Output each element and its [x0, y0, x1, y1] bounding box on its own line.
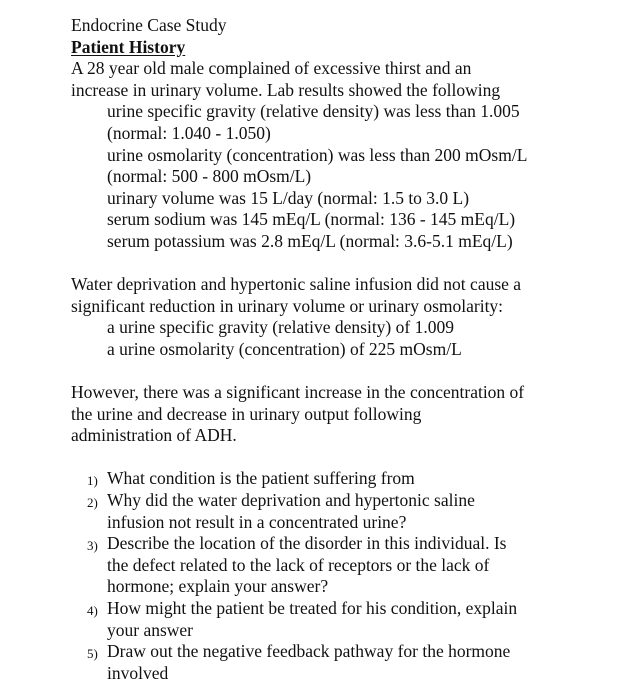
question-text: Why did the water deprivation and hypertonic saline: [107, 490, 475, 511]
question-list: [87, 468, 611, 684]
paragraph-line: administration of ADH.: [71, 425, 237, 446]
section-heading: Patient History: [71, 36, 186, 57]
paragraph-line: increase in urinary volume. Lab results showed the following: [71, 79, 501, 100]
question-number: 5): [87, 646, 98, 662]
question-text: Describe the location of the disorder in this individual. Is: [107, 533, 507, 554]
question-text: the defect related to the lack of receptors or the lack of: [107, 554, 490, 575]
adh-paragraph: [71, 382, 611, 447]
question-text: hormone; explain your answer?: [107, 576, 329, 597]
question-item: [87, 490, 611, 533]
document-title: Endocrine Case Study: [71, 15, 227, 35]
question-item: [87, 468, 611, 490]
paragraph-line: Water deprivation and hypertonic saline infusion did not cause a: [71, 274, 522, 295]
lab-result-line: urine specific gravity (relative density) was less than 1.005: [107, 101, 520, 122]
deprivation-result-line: a urine specific gravity (relative density) of 1.009: [107, 317, 454, 338]
paragraph-line: significant reduction in urinary volume or urinary osmolarity:: [71, 295, 504, 316]
lab-result-line: (normal: 1.040 - 1.050): [107, 122, 271, 143]
spacer: [71, 447, 611, 469]
paragraph-line: A 28 year old male complained of excessive thirst and an: [71, 58, 472, 79]
question-item: [87, 598, 611, 641]
question-text: Draw out the negative feedback pathway for the hormone: [107, 641, 511, 662]
lab-result-line: serum sodium was 145 mEq/L (normal: 136 - 145 mEq/L): [107, 209, 516, 230]
spacer: [71, 361, 611, 383]
question-text: What condition is the patient suffering from: [107, 468, 415, 489]
deprivation-result-line: a urine osmolarity (concentration) of 225 mOsm/L: [107, 338, 462, 359]
spacer: [71, 253, 611, 275]
lab-results: [71, 101, 611, 252]
lab-result-line: serum potassium was 2.8 mEq/L (normal: 3.6-5.1 mEq/L): [107, 230, 513, 251]
question-number: 4): [87, 603, 98, 619]
question-number: 1): [87, 473, 98, 489]
deprivation-intro: [71, 274, 611, 317]
question-text: infusion not result in a concentrated urine?: [107, 511, 407, 532]
lab-result-line: urine osmolarity (concentration) was less than 200 mOsm/L: [107, 144, 528, 165]
history-intro: [71, 58, 611, 101]
lab-result-line: (normal: 500 - 800 mOsm/L): [107, 166, 312, 187]
question-number: 3): [87, 538, 98, 554]
question-text: How might the patient be treated for his condition, explain: [107, 598, 518, 619]
lab-result-line: urinary volume was 15 L/day (normal: 1.5 to 3.0 L): [107, 187, 470, 208]
question-item: [87, 533, 611, 598]
paragraph-line: the urine and decrease in urinary output following: [71, 403, 422, 424]
question-text: your answer: [107, 619, 194, 640]
question-number: 2): [87, 495, 98, 511]
question-text: involved: [107, 662, 169, 683]
document: [71, 15, 611, 684]
deprivation-results: [71, 317, 611, 360]
question-item: [87, 641, 611, 684]
paragraph-line: However, there was a significant increase in the concentration of: [71, 382, 525, 403]
